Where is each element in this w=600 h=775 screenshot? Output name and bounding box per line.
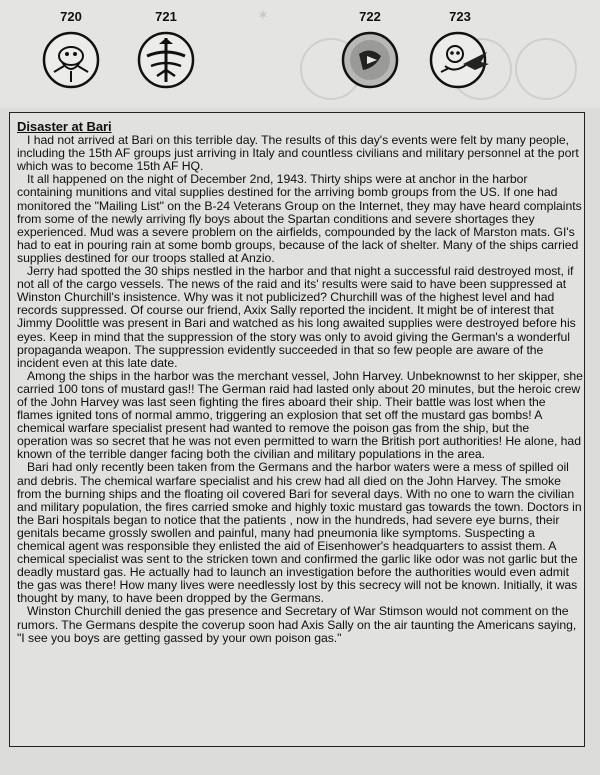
bleed-through-disc xyxy=(515,38,577,100)
article xyxy=(17,120,583,645)
squadron-badge xyxy=(335,8,405,90)
bleed-through-mark: ✶ xyxy=(258,8,269,22)
squadron-number: 722 xyxy=(359,9,381,24)
squadron-badge xyxy=(425,8,495,90)
squadron-720-insignia-icon xyxy=(40,26,102,90)
article-paragraph: Winston Churchill denied the gas presence and Secretary of War Stimson would not comment on the rumors. The Germans despite the coverup soon had Axis Sally on the air taunting the Americans saying, "I see you boys are getting gassed by your own poison gas." xyxy=(17,604,577,645)
squadron-insignia-header xyxy=(0,0,600,108)
article-title: Disaster at Bari xyxy=(17,119,112,134)
squadron-badge xyxy=(131,8,201,90)
article-paragraph: It all happened on the night of December 2nd, 1943. Thirty ships were at anchor in the harbor containing munitions and vital supplies destined for the arriving bomb groups from the US. If one had monitored the "Mailing List" on the B-24 Veterans Group on the Internet, they may have heard complaints from some of the newly arriving fly boys about the Spartan conditions and severe shortages they experienced. Mud was a severe problem on the airfields, compounded by the lack of Marston mats. GI's had to eat in pouring rain at some bomb groups, because of the lack of shelter. Many of the ships carried supplies destined for our troops stalled at Anzio. xyxy=(17,172,582,265)
squadron-badge xyxy=(36,8,106,90)
squadron-722-insignia-icon xyxy=(339,26,401,90)
article-paragraph: Jerry had spotted the 30 ships nestled in the harbor and that night a successful raid destroyed most, if not all of the cargo vessels. The news of the raid and its' results were said to have been suppressed at Winston Churchill's insistence. Why was it not publicized? Churchill was of the highest level and had records suppressed. Of course our friend, Axix Sally reported the incident. It might be of interest that Jimmy Doolittle was present in Bari and watched as his long awaited supplies were destroyed before his eyes. Keep in mind that the suppression of the story was only to avoid giving the German's a wonderful propaganda weapon. The suppression evidently succeeded in that so few people are aware of the incident even at this late date. xyxy=(17,264,576,370)
squadron-number: 723 xyxy=(449,9,471,24)
article-paragraph: I had not arrived at Bari on this terrible day. The results of this day's events were felt by many people, including the 15th AF groups just arriving in Italy and countless civilians and military personnel at the port which was to become 15th AF HQ. xyxy=(17,133,579,174)
squadron-721-insignia-icon xyxy=(135,26,197,90)
squadron-number: 721 xyxy=(155,9,177,24)
squadron-723-insignia-icon xyxy=(427,26,493,90)
squadron-number: 720 xyxy=(60,9,82,24)
article-paragraph: Among the ships in the harbor was the merchant vessel, John Harvey. Unbeknownst to her skipper, she carried 100 tons of mustard gas!! The German raid had lasted only about 20 minutes, but the heroic crew of the John Harvey was last seen fighting the fires aboard their ship. Their battle was lost when the flames ignited tons of normal ammo, triggering an explosion that set off the mustard gas bombs! A chemical warfare specialist present had wanted to remove the poison gas from the ship, but the operation was so secret that he was not even permitted to warn the British port authorities! He alone, had known of the terrible danger facing both the civilian and military populations in the area. xyxy=(17,368,583,462)
article-paragraph: Bari had only recently been taken from the Germans and the harbor waters were a mess of spilled oil and debris. The chemical warfare specialist and his crew had all died on the John Harvey. The smoke from the burning ships and the floating oil covered Bari for several days. With no one to warn the civilian and military population, the fires carried smoke and highly toxic mustard gas towards the town. Doctors in the Bari hospitals began to notice that the patients , now in the hundreds, had severe eye burns, their genitals became grossly swollen and painful, many had pneumonia like symptoms. Suspecting a chemical agent was responsible they enlisted the aid of Eisenhower's headquarters to assist them. A chemical specialist was sent to the stricken town and confirmed the garlic like odor was not garlic but the deadly mustard gas. He actually had to launch an investigation before the authorities would even admit the gas was there! How many lives were needlessly lost by this secrecy will not be known. Initially, it was thought by many, to have been dropped by the Germans. xyxy=(17,460,582,606)
